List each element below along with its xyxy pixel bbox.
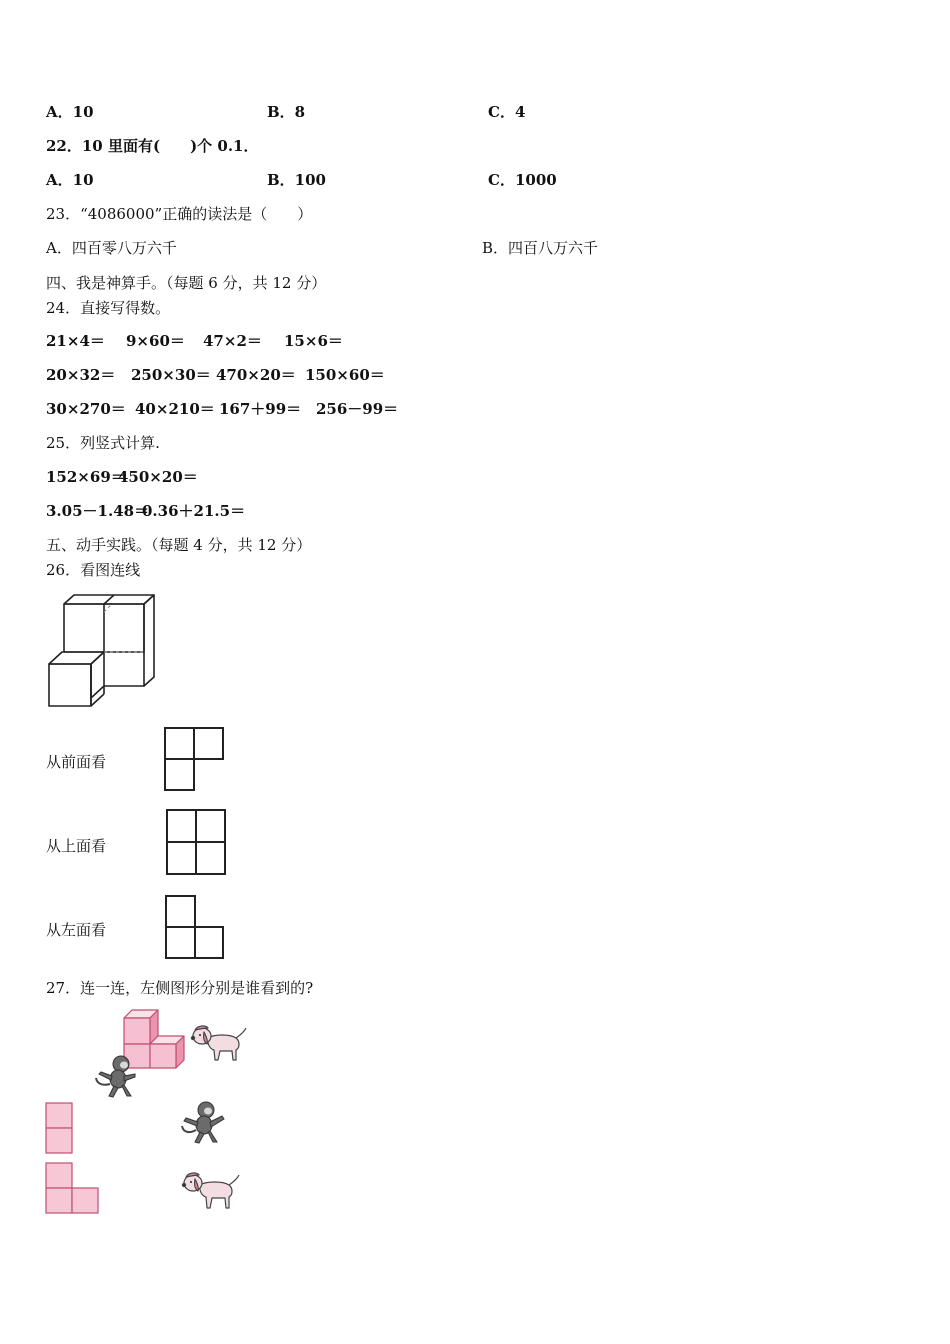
q23-option-a: A．四百零八万六千: [46, 239, 177, 257]
q24-item: 470×20＝: [216, 366, 296, 384]
q24-item: 250×30＝: [131, 366, 211, 384]
q24-item: 47×2＝: [203, 332, 262, 350]
q21-option-b: B．8: [267, 103, 306, 121]
view-label-left: 从左面看: [46, 921, 107, 939]
q24-item: 40×210＝: [135, 400, 215, 418]
q23-option-b: B．四百八万六千: [482, 239, 599, 257]
q21-option-c: C．4: [488, 103, 526, 121]
q21-option-a: A．10: [46, 103, 94, 121]
q22-option-b: B．100: [267, 171, 326, 189]
q24-item: 150×60＝: [305, 366, 385, 384]
view-shape-top: [165, 808, 227, 876]
q25-item: 3.05－1.48＝: [46, 502, 150, 520]
q24-item: 30×270＝: [46, 400, 126, 418]
dog-illustration: [181, 1168, 241, 1212]
q25-stem: 25．列竖式计算.: [46, 434, 160, 452]
pink-view-l-shape: [45, 1162, 101, 1216]
q24-stem: 24．直接写得数。: [46, 299, 171, 317]
view-label-top: 从上面看: [46, 837, 107, 855]
pink-view-column: [45, 1102, 75, 1156]
section-5-heading: 五、动手实践。（每题 4 分，共 12 分）: [46, 536, 312, 554]
q24-item: 20×32＝: [46, 366, 116, 384]
q27-stem: 27．连一连，左侧图形分别是谁看到的?: [46, 979, 314, 997]
cube-stack-figure: [44, 592, 159, 710]
q24-item: 9×60＝: [126, 332, 185, 350]
q25-item: 0.36＋21.5＝: [142, 502, 246, 520]
q23-stem: 23．“4086000”正确的读法是（ ）: [46, 205, 313, 223]
view-shape-front: [163, 726, 225, 792]
q24-item: 167＋99＝: [219, 400, 302, 418]
q22-stem: 22．10 里面有( )个 0.1．: [46, 137, 259, 155]
dog-illustration: [190, 1022, 248, 1064]
monkey-illustration: [93, 1054, 139, 1100]
monkey-illustration: [180, 1100, 228, 1146]
q24-item: 21×4＝: [46, 332, 105, 350]
q25-item: 450×20＝: [118, 468, 198, 486]
q26-stem: 26．看图连线: [46, 561, 141, 579]
q25-item: 152×69＝: [46, 468, 126, 486]
q24-item: 15×6＝: [284, 332, 343, 350]
view-shape-left: [164, 894, 226, 960]
section-4-heading: 四、我是神算手。（每题 6 分，共 12 分）: [46, 274, 327, 292]
q22-option-c: C．1000: [488, 171, 557, 189]
view-label-front: 从前面看: [46, 753, 107, 771]
q24-item: 256－99＝: [316, 400, 399, 418]
q22-option-a: A．10: [46, 171, 94, 189]
